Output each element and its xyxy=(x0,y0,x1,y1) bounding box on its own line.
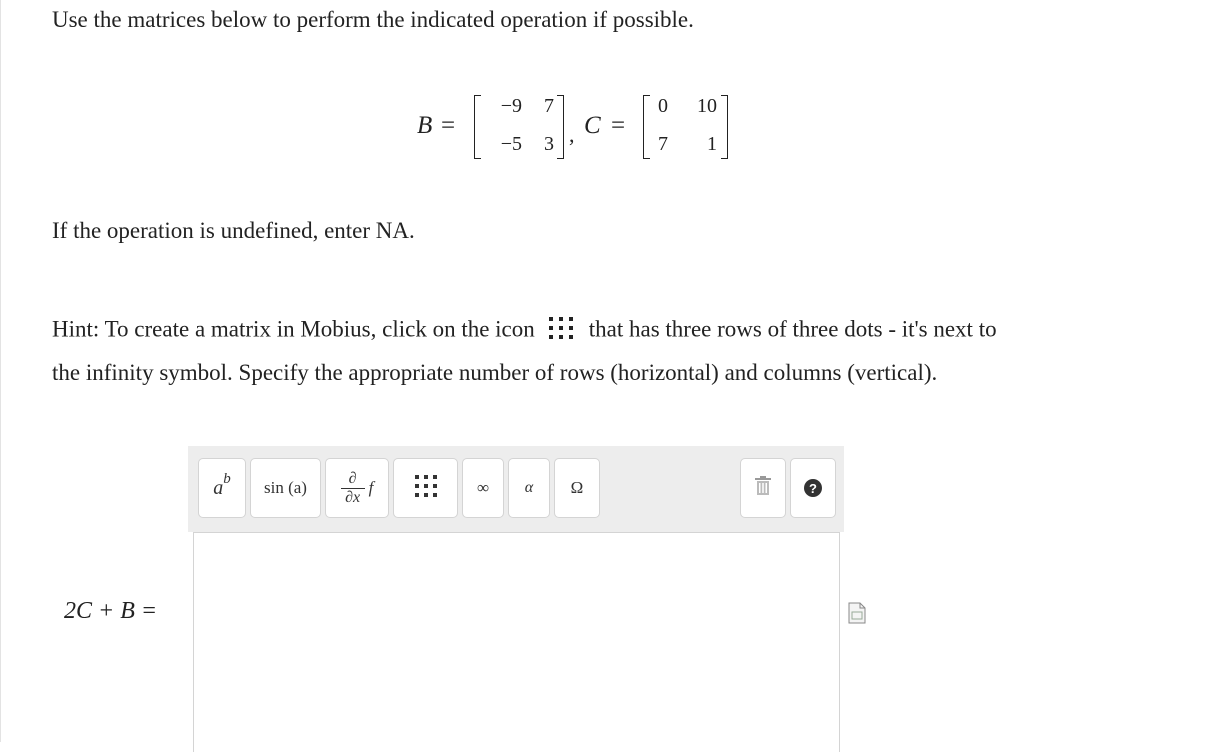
infinity-icon: ∞ xyxy=(476,478,490,497)
matrix-grid-icon xyxy=(414,473,438,504)
page-left-border xyxy=(0,0,1,742)
greek-uppercase-button[interactable] xyxy=(554,458,600,518)
matrix-c-equals: = xyxy=(611,112,626,139)
greek-lowercase-button[interactable] xyxy=(508,458,550,518)
hint-text-before-icon: Hint: To create a matrix in Mobius, click on the icon xyxy=(52,316,535,342)
matrix-button[interactable] xyxy=(393,458,458,518)
matrix-c-cell: 7 xyxy=(658,133,668,155)
matrix-b-cell: 7 xyxy=(544,95,554,117)
question-instruction: Use the matrices below to perform the indicated operation if possible. xyxy=(52,7,694,32)
document-preview-icon[interactable] xyxy=(848,602,866,629)
help-icon: ? xyxy=(804,479,822,497)
omega-icon: Ω xyxy=(570,478,584,497)
matrix-b-cell: −5 xyxy=(500,133,522,155)
undefined-note: If the operation is undefined, enter NA. xyxy=(52,218,415,243)
matrix-c-cell: 0 xyxy=(658,95,668,117)
derivative-function: f xyxy=(368,478,374,497)
superscript-exponent: b xyxy=(223,470,231,487)
matrix-dots-icon xyxy=(547,315,575,347)
infinity-button[interactable] xyxy=(462,458,504,518)
alpha-icon: α xyxy=(524,479,534,496)
superscript-base: a xyxy=(213,476,224,499)
matrix-c-cell: 10 xyxy=(697,95,717,117)
matrix-c-cell: 1 xyxy=(707,133,717,155)
matrix-b-equals: = xyxy=(441,112,456,139)
answer-expression-label xyxy=(64,598,157,625)
matrix-c-label: C xyxy=(584,112,601,139)
matrix-b-cell: −9 xyxy=(500,95,522,117)
function-label: sin (a) xyxy=(264,478,307,497)
derivative-button[interactable] xyxy=(325,458,389,518)
matrix-b-label: B xyxy=(417,112,433,139)
help-button[interactable] xyxy=(790,458,836,518)
answer-expression-text: 2C + B = xyxy=(64,598,158,624)
hint-line-1 xyxy=(52,315,997,347)
matrix-b-left-bracket xyxy=(474,95,481,159)
superscript-button[interactable] xyxy=(198,458,246,518)
math-editor-toolbar xyxy=(188,446,844,532)
derivative-denominator: ∂x xyxy=(345,488,361,506)
matrix-c-right-bracket xyxy=(721,95,728,159)
matrix-separator-comma: , xyxy=(569,122,575,147)
delete-button[interactable] xyxy=(740,458,786,518)
math-answer-input[interactable] xyxy=(193,532,840,752)
hint-line-2: the infinity symbol. Specify the appropriate number of rows (horizontal) and columns (vertical). xyxy=(52,360,938,385)
function-button[interactable] xyxy=(250,458,321,518)
matrix-b-cell: 3 xyxy=(544,133,554,155)
derivative-numerator: ∂ xyxy=(348,469,357,487)
trash-icon xyxy=(754,476,772,501)
matrix-b-right-bracket xyxy=(557,95,564,159)
hint-text-after-icon: that has three rows of three dots - it's next to xyxy=(588,316,997,342)
